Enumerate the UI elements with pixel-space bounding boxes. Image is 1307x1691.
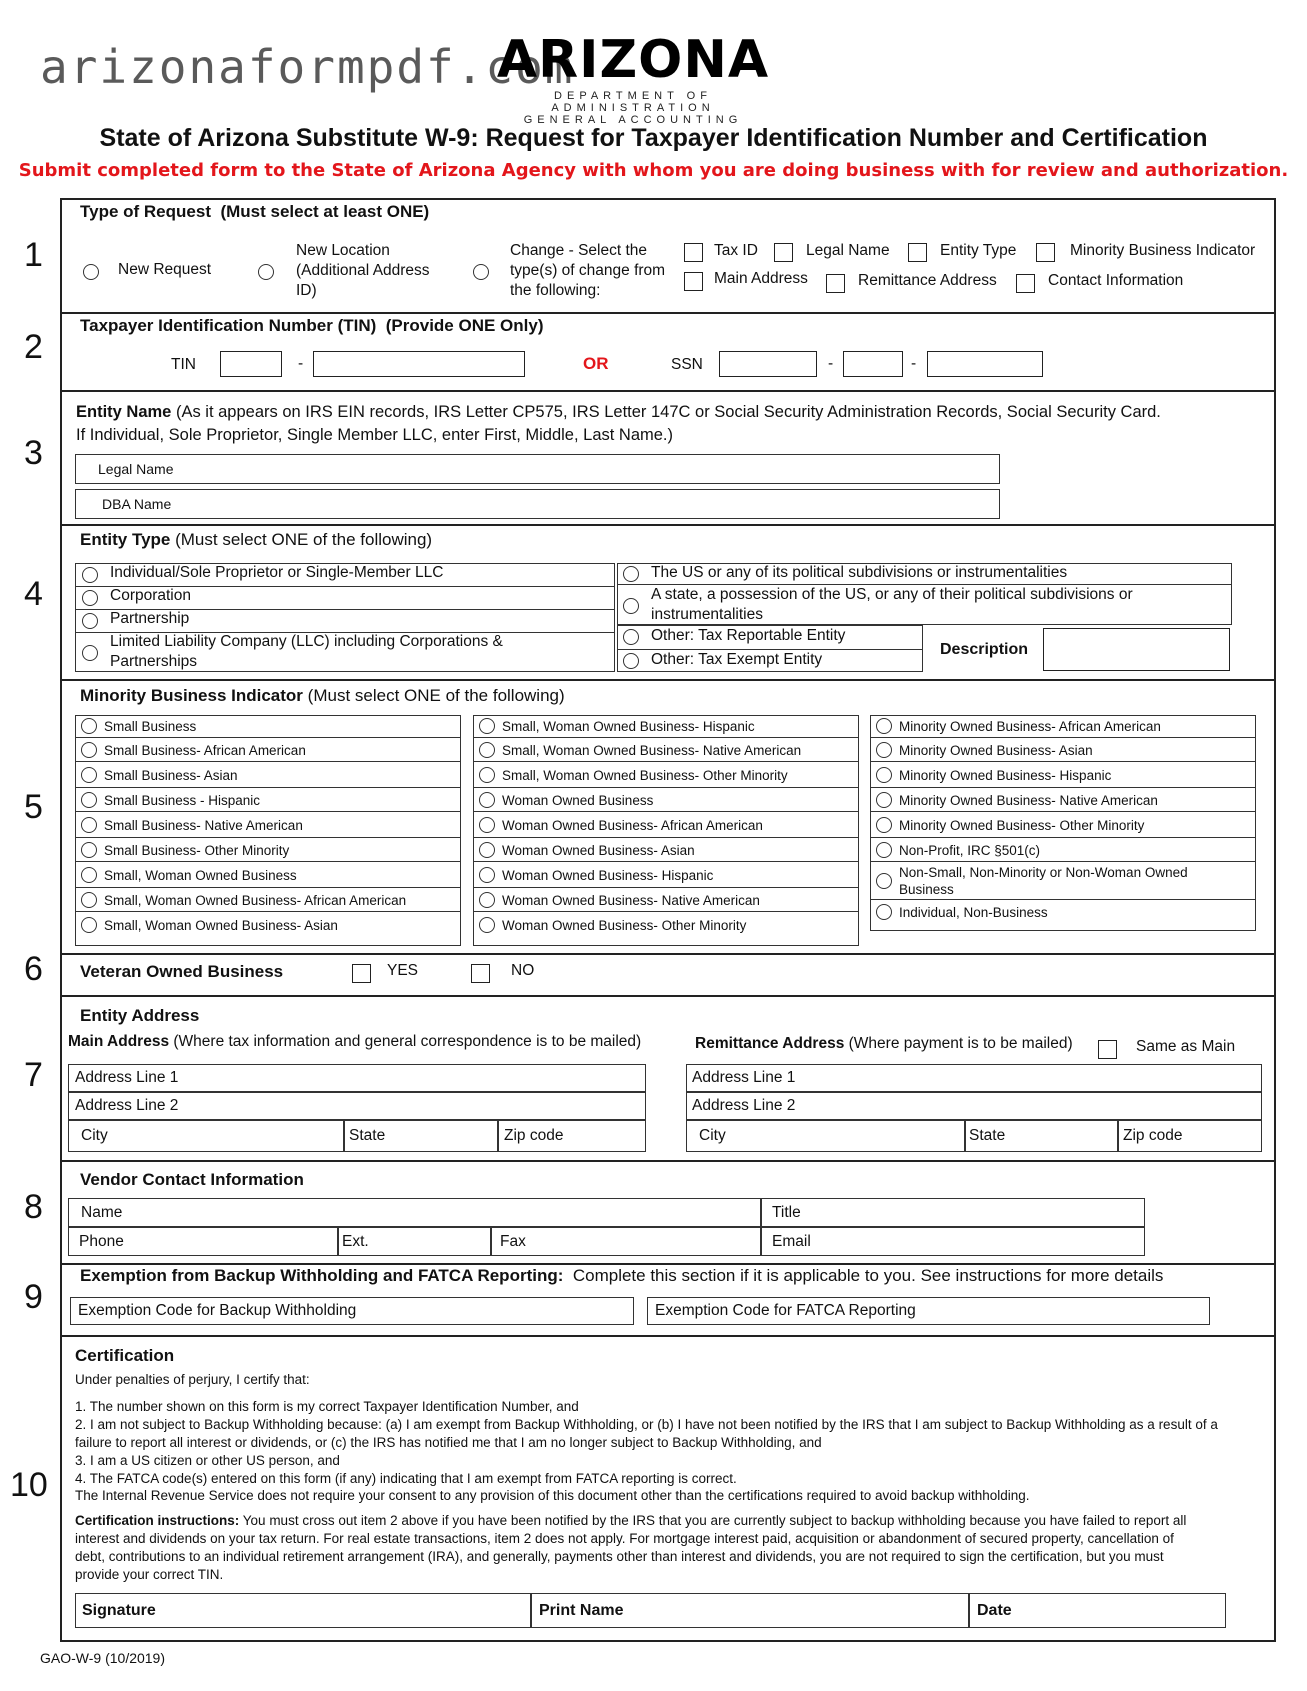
section-number-10: 10 <box>10 1466 48 1504</box>
minority-option-label: Woman Owned Business- African American <box>502 818 763 833</box>
contact-fax-field[interactable]: Fax <box>491 1227 761 1256</box>
label-tax-exempt: Other: Tax Exempt Entity <box>651 651 823 668</box>
label-legal-name: Legal Name <box>806 242 890 259</box>
minority-option-row[interactable] <box>870 811 1256 837</box>
ssn-input-area[interactable] <box>719 351 817 377</box>
minority-option-radio[interactable] <box>81 817 97 833</box>
or-label: OR <box>583 354 609 373</box>
contact-phone-field[interactable]: Phone <box>68 1227 338 1256</box>
section-number-6: 6 <box>24 950 43 988</box>
checkbox-entity-type[interactable] <box>908 243 927 262</box>
label-remittance-address: Remittance Address <box>858 272 997 289</box>
logo-name: ARIZONA <box>496 30 770 90</box>
minority-option-label: Small Business <box>104 719 197 734</box>
minority-option-radio[interactable] <box>479 892 495 908</box>
radio-state-possession[interactable] <box>623 598 639 614</box>
minority-option-radio[interactable] <box>81 842 97 858</box>
certification-items: 1. The number shown on this form is my correct Taxpayer Identification Number, and 2. I am not subject to Backup Withholding because: (a) I am exempt from Backup Withholding, or (b) I have not been notified by the IRS that I am subject to Backup Withholding as a result of a failure to report all interest or dividends, or (c) the IRS has notified me that I am no longer subject to Backup Withholding, and 3. I am a US citizen or other US person, and 4. The FATCA code(s) entered on this form (if any) indicating that I am exempt from FATCA reporting is correct. <box>75 1399 1218 1486</box>
minority-option-row[interactable] <box>75 861 461 887</box>
label-tax-id: Tax ID <box>714 242 758 259</box>
main-address-line1[interactable]: Address Line 1 <box>68 1064 646 1092</box>
minority-option-row[interactable] <box>75 761 461 787</box>
label-llc: Limited Liability Company (LLC) including Corporations & Partnerships <box>110 633 503 670</box>
section-divider <box>60 679 1276 681</box>
minority-option-label: Woman Owned Business- Native American <box>502 893 760 908</box>
ssn-dash-2: - <box>911 355 917 372</box>
remit-state[interactable]: State <box>965 1120 1118 1152</box>
minority-option-label: Minority Owned Business- Native American <box>899 793 1158 808</box>
remit-address-line2[interactable]: Address Line 2 <box>686 1092 1262 1120</box>
minority-option-row[interactable] <box>870 899 1256 923</box>
label-individual: Individual/Sole Proprietor or Single-Member LLC <box>110 564 444 581</box>
label-tax-reportable: Other: Tax Reportable Entity <box>651 627 846 644</box>
tin-dash: - <box>298 355 304 372</box>
minority-option-row[interactable] <box>473 811 859 837</box>
minority-option-radio[interactable] <box>81 742 97 758</box>
minority-option-label: Small, Woman Owned Business- Other Minority <box>502 768 788 783</box>
section-divider <box>60 995 1276 997</box>
veteran-heading: Veteran Owned Business <box>80 962 284 981</box>
minority-option-row[interactable] <box>75 911 461 937</box>
minority-option-label: Small, Woman Owned Business- Native American <box>502 743 802 758</box>
minority-option-radio[interactable] <box>81 917 97 933</box>
minority-option-label: Non-Small, Non-Minority or Non-Woman Owned Business <box>899 865 1188 897</box>
section-number-7: 7 <box>24 1056 43 1094</box>
remittance-address-heading: Remittance Address (Where payment is to be mailed) <box>695 1035 1073 1052</box>
arizona-logo <box>478 30 788 126</box>
section-divider <box>60 312 1276 314</box>
type-of-request-heading <box>80 202 429 222</box>
minority-option-radio[interactable] <box>876 873 892 889</box>
section-number-4: 4 <box>24 575 43 613</box>
label-veteran-yes: YES <box>387 962 419 979</box>
minority-option-radio[interactable] <box>479 842 495 858</box>
type-of-request-title: Type of Request <box>80 202 211 221</box>
dba-name-field[interactable]: DBA Name <box>75 489 1000 519</box>
minority-option-label: Small Business- Other Minority <box>104 843 290 858</box>
certification-intro: Under penalties of perjury, I certify that: <box>75 1372 310 1387</box>
minority-option-radio[interactable] <box>876 742 892 758</box>
minority-option-label: Small, Woman Owned Business- African American <box>104 893 407 908</box>
section-divider <box>60 1335 1276 1337</box>
checkbox-veteran-yes[interactable] <box>352 964 371 983</box>
exemption-heading: Exemption from Backup Withholding and FATCA Reporting: Complete this section if it is applicable to you. See instructions for more details <box>80 1266 1164 1285</box>
page-title: State of Arizona Substitute W-9: Request for Taxpayer Identification Number and Certification <box>99 124 1208 152</box>
label-partnership: Partnership <box>110 610 190 627</box>
label-main-address: Main Address <box>714 270 808 287</box>
minority-option-label: Minority Owned Business- Other Minority <box>899 818 1145 833</box>
minority-option-row[interactable] <box>870 837 1256 861</box>
minority-option-label: Small, Woman Owned Business <box>104 868 297 883</box>
minority-option-row[interactable] <box>75 787 461 811</box>
vendor-contact-heading: Vendor Contact Information <box>80 1170 304 1189</box>
checkbox-main-address[interactable] <box>684 272 703 291</box>
ssn-input-serial[interactable] <box>927 351 1043 377</box>
radio-llc[interactable] <box>82 645 98 661</box>
main-zip[interactable]: Zip code <box>498 1120 646 1152</box>
minority-option-row[interactable] <box>870 715 1256 737</box>
minority-option-row[interactable] <box>473 787 859 811</box>
minority-option-label: Minority Owned Business- Asian <box>899 743 1093 758</box>
remit-city[interactable]: City <box>686 1120 965 1152</box>
legal-name-field[interactable]: Legal Name <box>75 454 1000 484</box>
section-number-2: 2 <box>24 328 43 366</box>
minority-option-radio[interactable] <box>876 817 892 833</box>
main-address-line2[interactable]: Address Line 2 <box>68 1092 646 1120</box>
section-number-8: 8 <box>24 1188 43 1226</box>
minority-option-row[interactable] <box>75 837 461 861</box>
main-address-heading: Main Address (Where tax information and general correspondence is to be mailed) <box>68 1033 642 1050</box>
section-divider <box>60 953 1276 955</box>
checkbox-legal-name[interactable] <box>774 243 793 262</box>
minority-option-row[interactable] <box>473 861 859 887</box>
minority-option-row[interactable] <box>75 811 461 837</box>
section-divider <box>60 1263 1276 1265</box>
section-number-5: 5 <box>24 788 43 826</box>
minority-option-label: Woman Owned Business- Hispanic <box>502 868 714 883</box>
label-corporation: Corporation <box>110 587 191 604</box>
remit-zip[interactable]: Zip code <box>1118 1120 1262 1152</box>
minority-option-radio[interactable] <box>81 867 97 883</box>
minority-option-label: Small Business - Hispanic <box>104 793 261 808</box>
type-of-request-note: (Must select at least ONE) <box>220 202 430 221</box>
label-change: Change - Select the type(s) of change from the following: <box>510 242 666 299</box>
watermark: arizonaformpdf.com <box>40 40 575 94</box>
minority-option-radio[interactable] <box>876 718 892 734</box>
checkbox-tax-id[interactable] <box>684 243 703 262</box>
section-number-1: 1 <box>24 236 43 274</box>
main-state[interactable]: State <box>344 1120 498 1152</box>
checkbox-minority-indicator[interactable] <box>1036 243 1055 262</box>
label-entity-type: Entity Type <box>940 242 1017 259</box>
entity-type-heading: Entity Type (Must select ONE of the following) <box>80 530 433 549</box>
minority-option-row[interactable] <box>870 861 1256 899</box>
radio-new-location[interactable] <box>258 264 274 280</box>
minority-option-radio[interactable] <box>479 718 495 734</box>
row-line <box>617 649 923 650</box>
entity-name-heading: Entity Name (As it appears on IRS EIN records, IRS Letter CP575, IRS Letter 147C or Social Security Administration Records, Social Security Card. If Individual, Sole Proprietor, Single Member LLC, enter First, Middle, Last Name.) <box>76 403 1161 444</box>
radio-corporation[interactable] <box>82 590 98 606</box>
contact-name-field[interactable]: Name <box>68 1198 761 1227</box>
form-footer-code: GAO-W-9 (10/2019) <box>40 1650 166 1666</box>
minority-option-row[interactable] <box>75 887 461 911</box>
date-field[interactable]: Date <box>969 1593 1226 1628</box>
label-new-request: New Request <box>118 261 212 278</box>
minority-option-label: Small, Woman Owned Business- Asian <box>104 918 338 933</box>
print-name-field[interactable]: Print Name <box>531 1593 969 1628</box>
checkbox-same-as-main[interactable] <box>1098 1040 1117 1059</box>
minority-option-row[interactable] <box>473 911 859 937</box>
radio-tax-reportable[interactable] <box>623 629 639 645</box>
signature-field[interactable]: Signature <box>75 1593 531 1628</box>
ssn-dash-1: - <box>828 355 834 372</box>
label-state-possession: A state, a possession of the US, or any of their political subdivisions or instrumentalities <box>651 586 1133 623</box>
minority-option-row[interactable] <box>473 887 859 911</box>
certification-heading: Certification <box>75 1346 175 1365</box>
radio-partnership[interactable] <box>82 613 98 629</box>
section-divider <box>60 390 1276 392</box>
minority-option-radio[interactable] <box>81 718 97 734</box>
irs-consent-text: The Internal Revenue Service does not require your consent to any provision of this document other than the certifications required to avoid backup withholding. <box>75 1488 1030 1503</box>
entity-address-heading: Entity Address <box>80 1006 200 1025</box>
minority-option-label: Small Business- Native American <box>104 818 303 833</box>
radio-us-political[interactable] <box>623 566 639 582</box>
minority-option-label: Woman Owned Business <box>502 793 654 808</box>
main-city[interactable]: City <box>68 1120 344 1152</box>
minority-option-row[interactable] <box>75 715 461 737</box>
minority-option-label: Small Business- African American <box>104 743 306 758</box>
minority-option-label: Woman Owned Business- Asian <box>502 843 695 858</box>
minority-option-radio[interactable] <box>876 767 892 783</box>
minority-option-radio[interactable] <box>81 767 97 783</box>
minority-option-radio[interactable] <box>479 742 495 758</box>
minority-option-radio[interactable] <box>81 792 97 808</box>
minority-option-radio[interactable] <box>479 792 495 808</box>
label-veteran-no: NO <box>511 962 535 979</box>
minority-option-label: Non-Profit, IRC §501(c) <box>899 843 1041 858</box>
minority-option-row[interactable] <box>473 761 859 787</box>
fatca-code-field[interactable]: Exemption Code for FATCA Reporting <box>647 1297 1210 1325</box>
tin-label: TIN <box>171 356 196 373</box>
minority-option-row[interactable] <box>870 737 1256 761</box>
tin-input-prefix[interactable] <box>220 351 282 377</box>
logo-line2: GENERAL ACCOUNTING <box>523 114 743 126</box>
checkbox-contact-information[interactable] <box>1016 274 1035 293</box>
certification-instructions: Certification instructions: You must cross out item 2 above if you have been notified by the IRS that you are currently subject to backup withholding because you have failed to report all interest and dividends on your tax return. For real estate transactions, item 2 does not apply. For mortgage interest paid, acquisition or abandonment of secured property, cancellation of debt, contributions to an individual retirement arrangement (IRA), and generally, payments other than interest and dividends, you are not required to sign the certification, but you must provide your correct TIN. <box>75 1513 1187 1582</box>
minority-option-label: Minority Owned Business- Hispanic <box>899 768 1112 783</box>
checkbox-veteran-no[interactable] <box>471 964 490 983</box>
ssn-label: SSN <box>671 356 703 373</box>
minority-option-radio[interactable] <box>876 792 892 808</box>
ssn-input-group[interactable] <box>843 351 903 377</box>
label-contact-information: Contact Information <box>1048 272 1184 289</box>
section-divider <box>60 524 1276 526</box>
description-label: Description <box>940 641 1029 658</box>
remit-address-line1[interactable]: Address Line 1 <box>686 1064 1262 1092</box>
minority-option-label: Minority Owned Business- African American <box>899 719 1161 734</box>
radio-new-request[interactable] <box>83 264 99 280</box>
page-subtitle: Submit completed form to the State of Arizona Agency with whom you are doing business with for review and authorization. <box>18 160 1289 181</box>
minority-option-radio[interactable] <box>479 867 495 883</box>
minority-option-row[interactable] <box>473 837 859 861</box>
tin-heading: Taxpayer Identification Number (TIN) (Provide ONE Only) <box>80 316 544 335</box>
logo-line1: DEPARTMENT OF ADMINISTRATION <box>551 90 715 114</box>
minority-option-label: Small Business- Asian <box>104 768 238 783</box>
contact-title-field[interactable]: Title <box>761 1198 1145 1227</box>
backup-withholding-code-field[interactable]: Exemption Code for Backup Withholding <box>70 1297 634 1325</box>
label-minority-indicator: Minority Business Indicator <box>1070 242 1256 259</box>
tin-input-suffix[interactable] <box>313 351 525 377</box>
contact-email-field[interactable]: Email <box>761 1227 1145 1256</box>
minority-option-radio[interactable] <box>479 917 495 933</box>
minority-option-label: Individual, Non-Business <box>899 905 1048 920</box>
checkbox-remittance-address[interactable] <box>826 274 845 293</box>
section-number-3: 3 <box>24 434 43 472</box>
minority-option-row[interactable] <box>473 737 859 761</box>
minority-option-label: Woman Owned Business- Other Minority <box>502 918 747 933</box>
minority-option-row[interactable] <box>473 715 859 737</box>
label-us-political: The US or any of its political subdivisions or instrumentalities <box>651 564 1068 581</box>
label-new-location: New Location (Additional Address ID) <box>296 242 430 299</box>
minority-heading: Minority Business Indicator (Must select ONE of the following) <box>80 686 565 705</box>
minority-option-row[interactable] <box>75 737 461 761</box>
minority-option-row[interactable] <box>870 787 1256 811</box>
label-same-as-main: Same as Main <box>1136 1038 1236 1055</box>
minority-option-row[interactable] <box>870 761 1256 787</box>
minority-option-radio[interactable] <box>479 767 495 783</box>
radio-change[interactable] <box>473 264 489 280</box>
radio-tax-exempt[interactable] <box>623 653 639 669</box>
minority-option-label: Small, Woman Owned Business- Hispanic <box>502 719 755 734</box>
minority-option-radio[interactable] <box>81 892 97 908</box>
section-divider <box>60 1160 1276 1162</box>
radio-individual[interactable] <box>82 567 98 583</box>
minority-option-radio[interactable] <box>876 904 892 920</box>
section-number-9: 9 <box>24 1278 43 1316</box>
minority-option-radio[interactable] <box>876 842 892 858</box>
contact-ext-field[interactable]: Ext. <box>338 1227 491 1256</box>
minority-option-radio[interactable] <box>479 817 495 833</box>
description-input[interactable] <box>1043 628 1230 671</box>
